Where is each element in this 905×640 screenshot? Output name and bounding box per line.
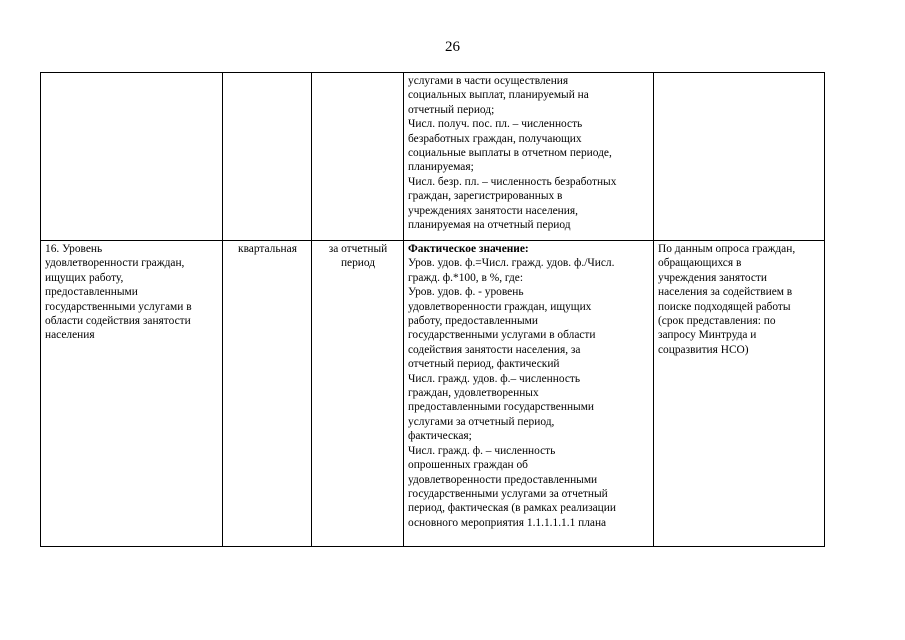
table-row xyxy=(41,241,825,547)
text-line: предоставленными государственными xyxy=(408,401,595,414)
text-line: работу, предоставленными xyxy=(408,315,538,328)
text-line: гражд. ф.*100, в %, где: xyxy=(408,271,524,284)
text-line: удовлетворенности предоставленными xyxy=(408,473,598,486)
text-line: предоставленными xyxy=(45,286,138,299)
page-number: 26 xyxy=(445,39,460,55)
formula-cell xyxy=(404,73,654,241)
indicator-table xyxy=(40,72,825,547)
period-cell xyxy=(312,241,404,547)
text-line: планируемая на отчетный период xyxy=(408,219,571,232)
table-row xyxy=(41,73,825,241)
indicator-name-cell xyxy=(41,241,223,547)
text-line: области содействия занятости xyxy=(45,315,191,328)
source-cell xyxy=(654,73,825,241)
formula-cell xyxy=(404,241,654,547)
text-line: основного мероприятия 1.1.1.1.1.1 плана xyxy=(408,516,607,529)
text-line: за отчетный xyxy=(328,243,388,255)
text-line: Числ. гражд. удов. ф.– численность xyxy=(408,372,581,385)
text-line: государственными услугами в области xyxy=(408,329,596,342)
text-line: услугами в части осуществления xyxy=(408,75,569,87)
text-line: социальные выплаты в отчетном периоде, xyxy=(408,147,612,160)
text-line: Числ. безр. пл. – численность безработных xyxy=(408,175,617,188)
text-line: государственными услугами за отчетный xyxy=(408,487,608,500)
formula-body xyxy=(408,256,650,530)
text-line: удовлетворенности граждан, ищущих xyxy=(408,300,592,313)
text-line: Уров. удов. ф. - уровень xyxy=(408,286,524,299)
text-line: учреждения занятости xyxy=(658,271,768,284)
periodicity-cell xyxy=(223,241,312,547)
text-line: населения xyxy=(45,329,95,342)
text-line: соцразвития НСО) xyxy=(658,343,749,356)
text-line: учреждениях занятости населения, xyxy=(408,204,578,217)
text-line: запросу Минтруда и xyxy=(658,329,757,342)
text-line: Числ. гражд. ф. – численность xyxy=(408,444,556,457)
period-cell xyxy=(312,73,404,241)
text-line: Уров. удов. ф.=Числ. гражд. удов. ф./Числ. xyxy=(408,257,615,270)
text-line: отчетный период; xyxy=(408,103,495,116)
text-line: планируемая; xyxy=(408,161,474,174)
indicator-name-cell xyxy=(41,73,223,241)
text-line: обращающихся в xyxy=(658,257,742,270)
source-cell xyxy=(654,241,825,547)
text-line: ищущих работу, xyxy=(45,271,124,284)
text-line: социальных выплат, планируемый на xyxy=(408,89,589,102)
text-line: Числ. получ. пос. пл. – численность xyxy=(408,118,583,131)
text-line: период xyxy=(340,257,376,270)
periodicity-cell xyxy=(223,73,312,241)
text-line: удовлетворенности граждан, xyxy=(45,257,185,270)
text-line: граждан, зарегистрированных в xyxy=(408,190,563,203)
text-line: услугами за отчетный период, xyxy=(408,415,555,428)
text-line: государственными услугами в xyxy=(45,300,192,313)
text-line: 16. Уровень xyxy=(45,243,103,255)
text-line: безработных граждан, получающих xyxy=(408,132,582,145)
text-line: граждан, удовлетворенных xyxy=(408,387,539,400)
text-line: населения за содействием в xyxy=(658,286,793,299)
periodicity-text: квартальная xyxy=(238,243,297,255)
text-line: фактическая; xyxy=(408,430,472,443)
formula-heading: Фактическое значение: xyxy=(408,243,529,255)
text-line: содействия занятости населения, за xyxy=(408,343,581,356)
text-line: опрошенных граждан об xyxy=(408,459,528,472)
text-line: По данным опроса граждан, xyxy=(658,243,796,255)
text-line: отчетный период, фактический xyxy=(408,358,560,371)
text-line: (срок представления: по xyxy=(658,315,776,328)
text-line: поиске подходящей работы xyxy=(658,300,791,313)
text-line: период, фактическая (в рамках реализации xyxy=(408,502,616,515)
